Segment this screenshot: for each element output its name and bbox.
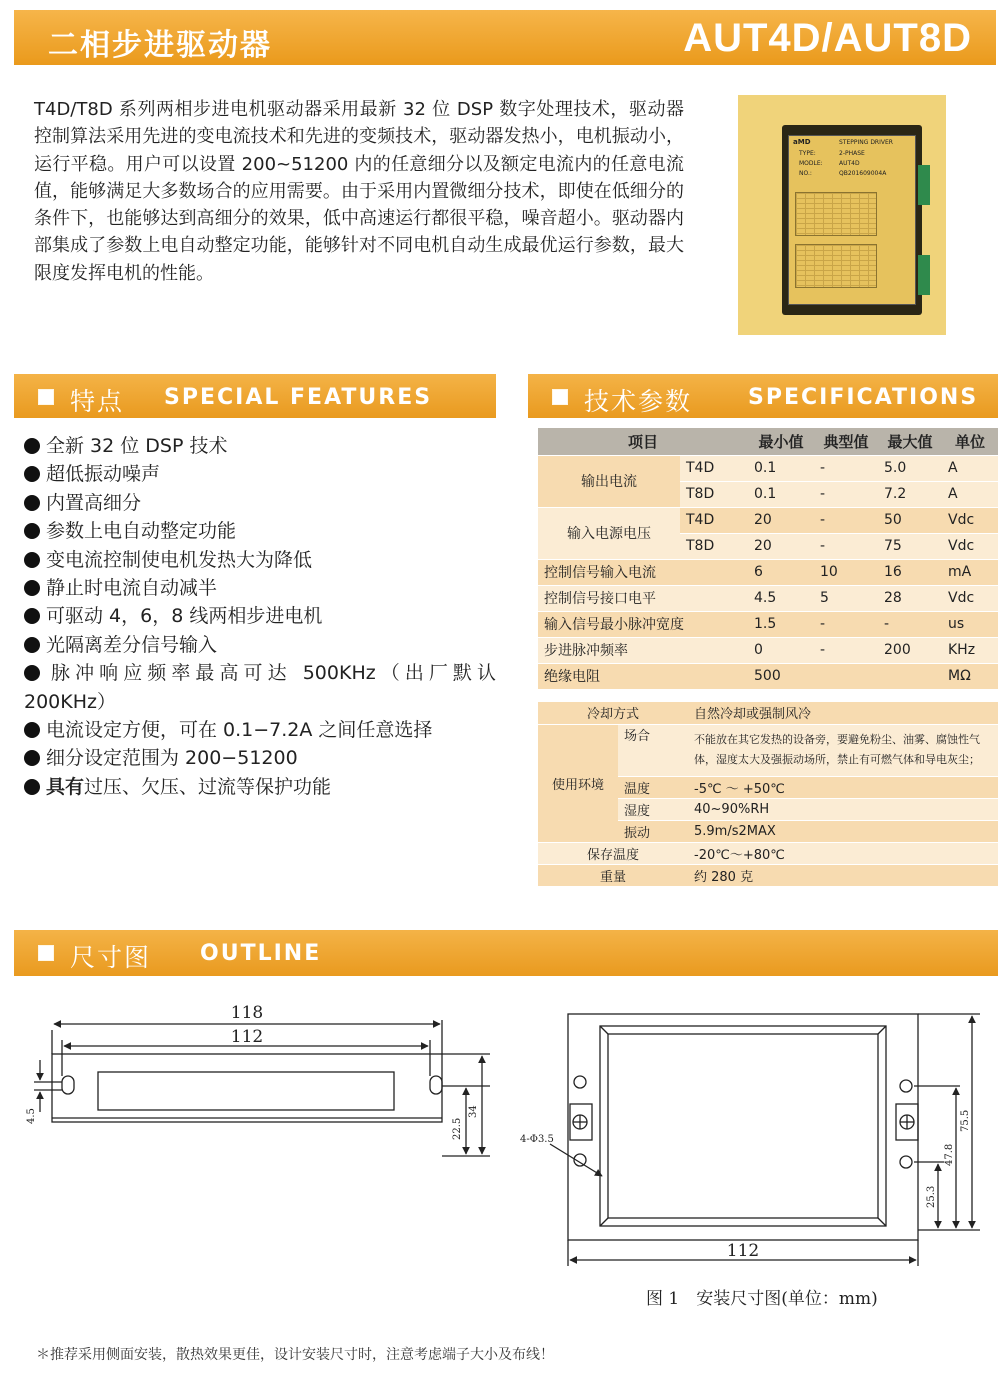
table-row — [538, 663, 998, 689]
driver-body — [782, 125, 922, 315]
weight-value: 约 280 克 — [688, 864, 998, 886]
drawing-caption: 图 1 安装尺寸图(单位：mm) — [646, 1289, 878, 1309]
specs-section-header — [528, 374, 998, 418]
bullet-icon — [24, 608, 40, 624]
bullet-icon — [24, 523, 40, 539]
cell-typ: - — [814, 533, 878, 559]
top-view-drawing — [510, 1004, 990, 1280]
feature-item: 变电流控制使电机发热大为降低 — [24, 546, 496, 574]
terminal-block-bottom — [918, 255, 930, 295]
feature-item: 脉冲响应频率最高可达 500KHz（出厂默认 200KHz） — [24, 662, 496, 713]
label-type-value: 2-PHASE — [839, 150, 865, 157]
feature-list — [24, 432, 496, 801]
side-view-drawing — [20, 1000, 500, 1180]
driver-outline — [52, 1054, 442, 1122]
cell-max: 200 — [878, 637, 942, 663]
cell-max: 7.2 — [878, 481, 942, 507]
specs-title-en: SPECIFICATIONS — [748, 385, 979, 410]
inner-bevel — [608, 1034, 878, 1218]
weight-label: 重量 — [538, 864, 688, 886]
dim-47-8: 47.8 — [944, 1143, 955, 1166]
hole-spec: 4-Φ3.5 — [520, 1134, 554, 1145]
mount-slot-right — [430, 1076, 442, 1094]
hole-leader-line — [550, 1144, 602, 1176]
dim-75-5: 75.5 — [960, 1109, 971, 1132]
storage-label: 保存温度 — [538, 842, 688, 864]
outline-title-zh: 尺寸图 — [70, 943, 152, 972]
table-row — [538, 507, 998, 533]
table-row — [538, 702, 998, 724]
cell-typ: - — [814, 507, 878, 533]
cell-typ — [814, 663, 878, 689]
bullet-icon — [24, 750, 40, 766]
cell-typ: 10 — [814, 559, 878, 585]
env-value: -5℃ ～ +50℃ — [688, 776, 998, 798]
row-label: 绝缘电阻 — [538, 663, 748, 689]
cooling-value: 自然冷却或强制风冷 — [688, 702, 998, 724]
feature-item: 细分设定范围为 200−51200 — [24, 744, 496, 772]
cell-min: 4.5 — [748, 585, 814, 611]
table-row — [538, 842, 998, 864]
table-row — [538, 585, 998, 611]
cell-max: 50 — [878, 507, 942, 533]
cell-unit: A — [942, 455, 998, 481]
feature-item: 光隔离差分信号输入 — [24, 631, 496, 659]
feature-item: 参数上电自动整定功能 — [24, 517, 496, 545]
bullet-icon — [24, 665, 40, 681]
square-icon — [552, 389, 568, 405]
mount-hole-icon — [900, 1156, 912, 1168]
square-icon — [38, 945, 54, 961]
environment-table — [538, 702, 998, 887]
cell-unit: mA — [942, 559, 998, 585]
dim-112-bottom: 112 — [726, 1241, 760, 1261]
cell-max: 5.0 — [878, 455, 942, 481]
bullet-icon — [24, 779, 40, 795]
cell-unit: us — [942, 611, 998, 637]
cell-min: 20 — [748, 533, 814, 559]
env-sublabel: 温度 — [618, 776, 688, 798]
bullet-icon — [24, 722, 40, 738]
features-title-zh: 特点 — [70, 387, 125, 416]
product-model: AUT4D/AUT8D — [683, 16, 972, 60]
label-brand: aMD — [793, 138, 811, 146]
bullet-icon — [24, 580, 40, 596]
row-label: 输入电源电压 — [538, 507, 680, 559]
feature-item: 静止时电流自动减半 — [24, 574, 496, 602]
cell-max: 75 — [878, 533, 942, 559]
dim-34: 34 — [468, 1105, 479, 1118]
features-title-en: SPECIAL FEATURES — [164, 385, 433, 410]
env-sublabel: 湿度 — [618, 798, 688, 820]
cell-unit: KHz — [942, 637, 998, 663]
label-type-key: TYPE: — [799, 150, 816, 157]
feature-item: 可驱动 4，6，8 线两相步进电机 — [24, 602, 496, 630]
env-label: 使用环境 — [538, 724, 618, 842]
features-section-header — [14, 374, 496, 418]
cell-typ: - — [814, 637, 878, 663]
feature-item: 内置高细分 — [24, 489, 496, 517]
cell-min: 1.5 — [748, 611, 814, 637]
dim-22-5: 22.5 — [452, 1117, 463, 1140]
table-row — [538, 864, 998, 886]
row-sublabel: T4D — [680, 455, 748, 481]
feature-item: 电流设定方便，可在 0.1−7.2A 之间任意选择 — [24, 716, 496, 744]
header-banner — [14, 10, 996, 65]
label-current-grid — [795, 192, 877, 236]
mount-hole-icon — [574, 1076, 586, 1088]
driver-label — [788, 135, 916, 305]
row-label: 控制信号接口电平 — [538, 585, 748, 611]
cell-unit: Vdc — [942, 533, 998, 559]
cell-min: 0.1 — [748, 455, 814, 481]
terminal-block-top — [918, 165, 930, 205]
cell-typ: 5 — [814, 585, 878, 611]
row-label: 输出电流 — [538, 455, 680, 507]
storage-value: -20℃～+80℃ — [688, 842, 998, 864]
feature-item: 超低振动噪声 — [24, 460, 496, 488]
bullet-icon — [24, 495, 40, 511]
cooling-label: 冷却方式 — [538, 702, 688, 724]
outline-section-header — [14, 930, 998, 976]
cell-max: - — [878, 611, 942, 637]
spec-table — [538, 428, 998, 690]
table-row — [538, 455, 998, 481]
env-value: 40~90%RH — [688, 798, 998, 820]
cell-unit: Vdc — [942, 507, 998, 533]
bullet-icon — [24, 552, 40, 568]
cell-unit: MΩ — [942, 663, 998, 689]
env-value: 5.9m/s2MAX — [688, 820, 998, 842]
cell-min: 20 — [748, 507, 814, 533]
env-value: 不能放在其它发热的设备旁，要避免粉尘、油雾、腐蚀性气体，湿度太大及强振动场所，禁止有可燃气体和导电灰尘； — [688, 724, 998, 776]
product-title: 二相步进驱动器 — [48, 28, 272, 63]
dim-112-top: 112 — [230, 1027, 264, 1047]
spec-header-row — [538, 428, 998, 455]
row-label: 输入信号最小脉冲宽度 — [538, 611, 748, 637]
bullet-icon — [24, 637, 40, 653]
cell-typ: - — [814, 455, 878, 481]
cell-max: 28 — [878, 585, 942, 611]
header-max: 最大值 — [878, 428, 942, 455]
cell-min: 6 — [748, 559, 814, 585]
cell-typ: - — [814, 481, 878, 507]
label-product: STEPPING DRIVER — [839, 139, 893, 146]
header-item: 项目 — [538, 428, 748, 455]
feature-item: 具有过压、欠压、过流等保护功能 — [24, 773, 496, 801]
cell-typ: - — [814, 611, 878, 637]
intro-paragraph: T4D/T8D 系列两相步进电机驱动器采用最新 32 位 DSP 数字处理技术，驱动器控制算法采用先进的变电流技术和先进的变频技术，驱动器发热小，电机振动小，运行平稳。用户可以设置 200~51200 内的任意细分以及额定电流内的任意电流值，能够满足大多数场合的应用需要。由于采用内置微细分技术，即使在低细分的条件下，也能够达到高细分的效果，低中高速运行都很平稳，噪音超小。驱动器内部集成了参数上电自动整定功能，能够针对不同电机自动生成最优运行参数，最大限度发挥电机的性能。 — [34, 99, 684, 284]
dim-25-3: 25.3 — [926, 1185, 937, 1208]
dim-118: 118 — [230, 1003, 264, 1023]
row-sublabel: T8D — [680, 481, 748, 507]
env-sublabel: 场合 — [618, 724, 688, 776]
driver-outline-top — [568, 1014, 918, 1240]
header-unit: 单位 — [942, 428, 998, 455]
inner-panel — [600, 1026, 886, 1226]
cell-max — [878, 663, 942, 689]
mount-hole-icon — [900, 1080, 912, 1092]
row-label: 控制信号输入电流 — [538, 559, 748, 585]
dim-4-5: 4.5 — [26, 1108, 37, 1124]
table-row — [538, 724, 998, 776]
row-sublabel: T8D — [680, 533, 748, 559]
cell-unit: A — [942, 481, 998, 507]
cell-min: 500 — [748, 663, 814, 689]
mount-slot-left — [62, 1076, 74, 1094]
table-row — [538, 559, 998, 585]
display-window — [98, 1072, 394, 1110]
cell-min: 0 — [748, 637, 814, 663]
bullet-icon — [24, 466, 40, 482]
cell-unit: Vdc — [942, 585, 998, 611]
footnote: ＊推荐采用侧面安装，散热效果更佳，设计安装尺寸时，注意考虑端子大小及布线！ — [36, 1347, 554, 1363]
label-model-value: AUT4D — [839, 160, 860, 167]
product-photo — [738, 95, 946, 335]
label-subdivision-grid — [795, 244, 877, 288]
bullet-icon — [24, 438, 40, 454]
square-icon — [38, 389, 54, 405]
header-typ: 典型值 — [814, 428, 878, 455]
cell-min: 0.1 — [748, 481, 814, 507]
label-no-value: QB201609004A — [839, 170, 887, 177]
table-row — [538, 637, 998, 663]
table-row — [538, 611, 998, 637]
env-sublabel: 振动 — [618, 820, 688, 842]
header-min: 最小值 — [748, 428, 814, 455]
label-no-key: NO.: — [799, 170, 812, 177]
row-sublabel: T4D — [680, 507, 748, 533]
feature-item: 全新 32 位 DSP 技术 — [24, 432, 496, 460]
cell-max: 16 — [878, 559, 942, 585]
specs-title-zh: 技术参数 — [584, 387, 693, 416]
outline-title-en: OUTLINE — [200, 941, 322, 966]
label-model-key: MODLE: — [799, 160, 823, 167]
row-label: 步进脉冲频率 — [538, 637, 748, 663]
